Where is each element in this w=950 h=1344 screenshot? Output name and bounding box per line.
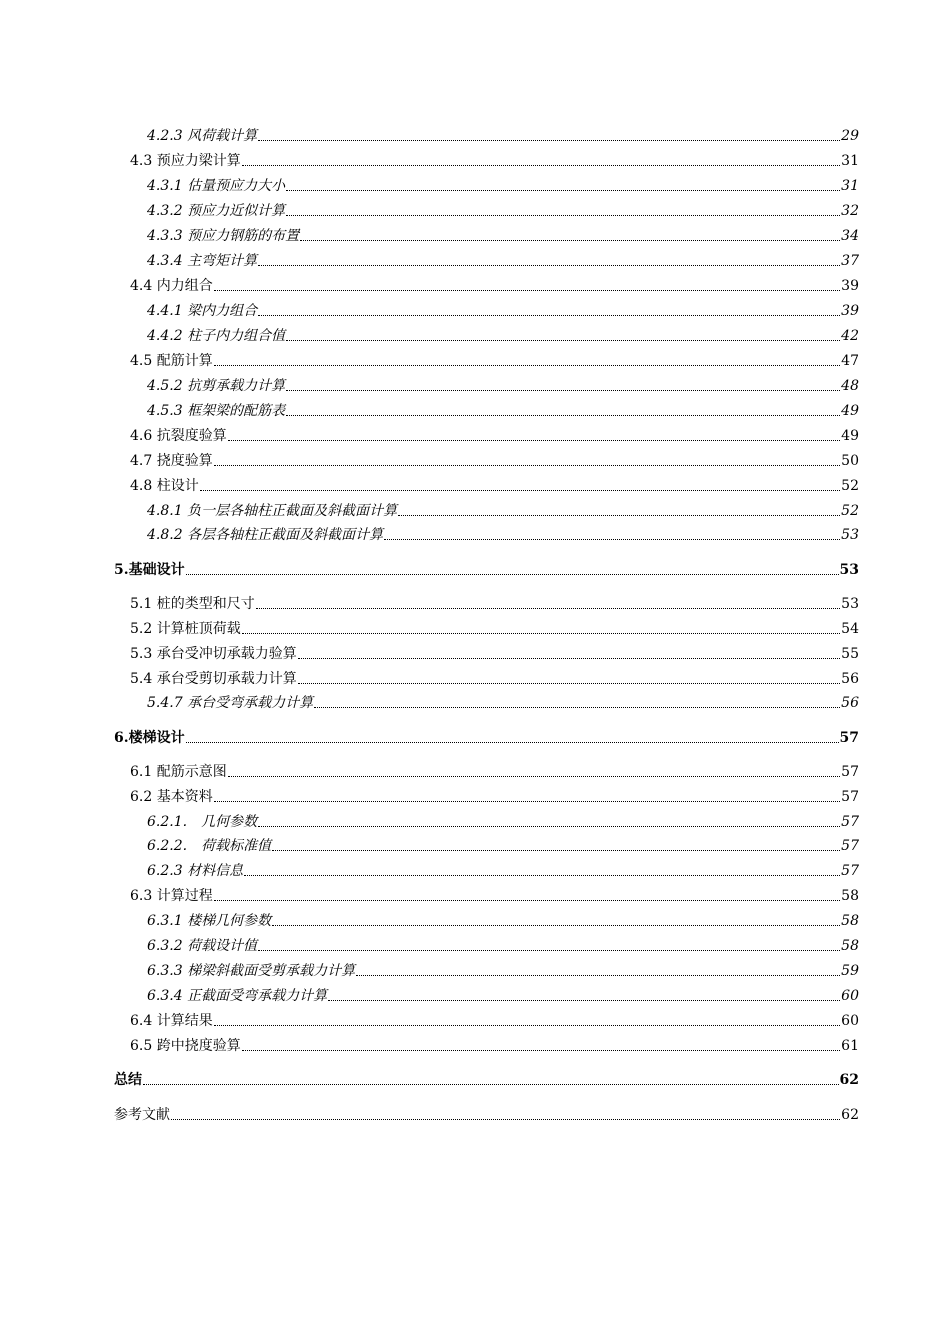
toc-page-number: 52 [841, 478, 859, 494]
toc-entry-label: 4.6 抗裂度验算 [130, 428, 227, 444]
toc-dot-leader [186, 573, 839, 575]
toc-dot-leader [214, 1024, 840, 1026]
toc-dot-leader [286, 389, 840, 391]
toc-page-number: 57 [841, 789, 859, 805]
toc-chapter-entry[interactable] [114, 1104, 859, 1124]
toc-page-number: 50 [841, 453, 859, 469]
toc-entry-label: 5.基础设计 [114, 562, 185, 578]
toc-dot-leader [258, 264, 840, 266]
toc-page-number: 57 [841, 863, 859, 879]
toc-dot-leader [171, 1118, 840, 1120]
toc-page-number: 53 [841, 596, 859, 612]
toc-dot-leader [272, 924, 840, 926]
toc-entry[interactable] [147, 910, 859, 930]
toc-page-number: 57 [841, 814, 859, 830]
toc-page-number: 60 [841, 988, 859, 1004]
toc-entry-label: 6.3.2 荷载设计值 [147, 938, 258, 954]
toc-entry[interactable] [147, 375, 859, 395]
toc-chapter-entry[interactable] [114, 727, 859, 747]
toc-page-number: 54 [841, 621, 859, 637]
toc-dot-leader [228, 439, 840, 441]
toc-entry-label: 6.2.2. 荷载标准值 [147, 838, 272, 854]
toc-page-number: 53 [839, 562, 859, 578]
toc-entry[interactable] [147, 500, 859, 520]
toc-entry[interactable] [130, 786, 859, 806]
toc-entry[interactable] [147, 300, 859, 320]
toc-entry-label: 4.5.2 抗剪承载力计算 [147, 378, 286, 394]
toc-page-number: 49 [841, 428, 859, 444]
toc-dot-leader [286, 189, 840, 191]
toc-entry[interactable] [147, 175, 859, 195]
toc-entry-label: 6.1 配筋示意图 [130, 764, 227, 780]
toc-entry[interactable] [130, 643, 859, 663]
toc-page-number: 47 [841, 353, 859, 369]
toc-entry[interactable] [130, 761, 859, 781]
toc-entry[interactable] [130, 1010, 859, 1030]
toc-dot-leader [272, 849, 840, 851]
toc-entry[interactable] [130, 150, 859, 170]
toc-entry[interactable] [147, 225, 859, 245]
toc-page-number: 57 [841, 838, 859, 854]
toc-dot-leader [214, 464, 840, 466]
toc-entry[interactable] [130, 425, 859, 445]
toc-dot-leader [242, 164, 840, 166]
toc-entry-label: 4.3.3 预应力钢筋的布置 [147, 228, 300, 244]
toc-entry[interactable] [147, 835, 859, 855]
toc-dot-leader [186, 741, 839, 743]
toc-page-number: 58 [841, 913, 859, 929]
toc-page-number: 52 [841, 503, 859, 519]
toc-entry-label: 4.3.2 预应力近似计算 [147, 203, 286, 219]
toc-dot-leader [214, 899, 840, 901]
toc-chapter-entry[interactable] [114, 559, 859, 579]
toc-entry-label: 6.楼梯设计 [114, 730, 185, 746]
toc-entry-label: 4.3.4 主弯矩计算 [147, 253, 258, 269]
toc-entry-label: 6.2.1. 几何参数 [147, 814, 258, 830]
toc-dot-leader [214, 289, 840, 291]
toc-entry[interactable] [130, 350, 859, 370]
toc-entry-label: 6.3 计算过程 [130, 888, 213, 904]
toc-entry-label: 4.2.3 风荷载计算 [147, 128, 258, 144]
toc-page-number: 55 [841, 646, 859, 662]
toc-page-number: 32 [841, 203, 859, 219]
toc-entry[interactable] [147, 524, 859, 544]
toc-entry[interactable] [130, 275, 859, 295]
toc-entry-label: 5.2 计算桩顶荷载 [130, 621, 241, 637]
toc-page-number: 29 [841, 128, 859, 144]
toc-page-number: 62 [841, 1107, 859, 1123]
toc-page-number: 57 [841, 764, 859, 780]
toc-entry-label: 总结 [114, 1072, 142, 1088]
toc-dot-leader [298, 682, 840, 684]
toc-page-number: 39 [841, 303, 859, 319]
toc-entry[interactable] [147, 200, 859, 220]
toc-entry[interactable] [147, 125, 859, 145]
toc-entry[interactable] [130, 450, 859, 470]
toc-entry-label: 4.8.1 负一层各轴柱正截面及斜截面计算 [147, 503, 398, 519]
toc-dot-leader [298, 657, 840, 659]
toc-entry[interactable] [147, 960, 859, 980]
toc-entry-label: 4.4.2 柱子内力组合值 [147, 328, 286, 344]
toc-page-number: 31 [841, 178, 859, 194]
toc-dot-leader [328, 999, 840, 1001]
toc-entry-label: 4.4 内力组合 [130, 278, 213, 294]
toc-page-number: 60 [841, 1013, 859, 1029]
toc-entry[interactable] [147, 250, 859, 270]
toc-page-number: 57 [839, 730, 859, 746]
toc-entry[interactable] [147, 692, 859, 712]
toc-page-number: 34 [841, 228, 859, 244]
toc-entry[interactable] [130, 475, 859, 495]
toc-page-number: 58 [841, 938, 859, 954]
toc-dot-leader [258, 825, 840, 827]
toc-entry-label: 6.3.1 楼梯几何参数 [147, 913, 272, 929]
toc-entry-label: 5.4 承台受剪切承载力计算 [130, 671, 297, 687]
toc-entry-label: 6.2.3 材料信息 [147, 863, 244, 879]
toc-page-number: 61 [841, 1038, 859, 1054]
toc-dot-leader [356, 974, 840, 976]
toc-dot-leader [286, 339, 840, 341]
toc-entry-label: 4.5 配筋计算 [130, 353, 213, 369]
toc-page-number: 56 [841, 695, 859, 711]
toc-entry-label: 4.8 柱设计 [130, 478, 199, 494]
toc-entry-label: 6.5 跨中挠度验算 [130, 1038, 241, 1054]
toc-entry-label: 6.3.3 梯梁斜截面受剪承载力计算 [147, 963, 356, 979]
toc-entry[interactable] [147, 935, 859, 955]
toc-entry-label: 4.3.1 估量预应力大小 [147, 178, 286, 194]
toc-page-number: 39 [841, 278, 859, 294]
toc-dot-leader [258, 314, 840, 316]
toc-entry-label: 6.4 计算结果 [130, 1013, 213, 1029]
toc-page-number: 31 [841, 153, 859, 169]
toc-entry-label: 6.3.4 正截面受弯承载力计算 [147, 988, 328, 1004]
toc-page-number: 37 [841, 253, 859, 269]
toc-dot-leader [258, 949, 840, 951]
toc-page-number: 56 [841, 671, 859, 687]
toc-page-number: 59 [841, 963, 859, 979]
toc-entry-label: 4.8.2 各层各轴柱正截面及斜截面计算 [147, 527, 384, 543]
toc-dot-leader [228, 775, 840, 777]
toc-chapter-entry[interactable] [114, 1069, 859, 1089]
toc-entry[interactable] [130, 1035, 859, 1055]
toc-dot-leader [398, 514, 840, 516]
toc-entry-label: 4.5.3 框架梁的配筋表 [147, 403, 286, 419]
toc-dot-leader [200, 489, 840, 491]
toc-entry[interactable] [130, 668, 859, 688]
toc-entry[interactable] [130, 885, 859, 905]
toc-page-number: 53 [841, 527, 859, 543]
toc-entry-label: 4.4.1 梁内力组合 [147, 303, 258, 319]
toc-dot-leader [244, 874, 840, 876]
toc-entry[interactable] [130, 618, 859, 638]
toc-entry-label: 4.7 挠度验算 [130, 453, 213, 469]
toc-dot-leader [242, 1049, 840, 1051]
toc-entry-label: 5.1 桩的类型和尺寸 [130, 596, 255, 612]
toc-dot-leader [384, 538, 840, 540]
toc-entry[interactable] [147, 985, 859, 1005]
toc-entry-label: 参考文献 [114, 1107, 170, 1123]
toc-dot-leader [258, 139, 840, 141]
toc-dot-leader [242, 632, 840, 634]
toc-entry[interactable] [147, 325, 859, 345]
toc-page-number: 42 [841, 328, 859, 344]
toc-entry-label: 6.2 基本资料 [130, 789, 213, 805]
toc-dot-leader [314, 706, 840, 708]
toc-entry-label: 5.3 承台受冲切承载力验算 [130, 646, 297, 662]
toc-page-number: 48 [841, 378, 859, 394]
toc-page-number: 49 [841, 403, 859, 419]
toc-dot-leader [286, 214, 840, 216]
toc-dot-leader [256, 607, 840, 609]
toc-dot-leader [143, 1083, 839, 1085]
toc-dot-leader [300, 239, 840, 241]
toc-entry[interactable] [147, 811, 859, 831]
toc-entry-label: 4.3 预应力梁计算 [130, 153, 241, 169]
toc-entry[interactable] [147, 860, 859, 880]
toc-entry-label: 5.4.7 承台受弯承载力计算 [147, 695, 314, 711]
toc-dot-leader [286, 414, 840, 416]
toc-page-number: 58 [841, 888, 859, 904]
toc-dot-leader [214, 364, 840, 366]
toc-entry[interactable] [130, 593, 859, 613]
toc-entry[interactable] [147, 400, 859, 420]
toc-page-number: 62 [839, 1072, 859, 1088]
toc-dot-leader [214, 800, 840, 802]
